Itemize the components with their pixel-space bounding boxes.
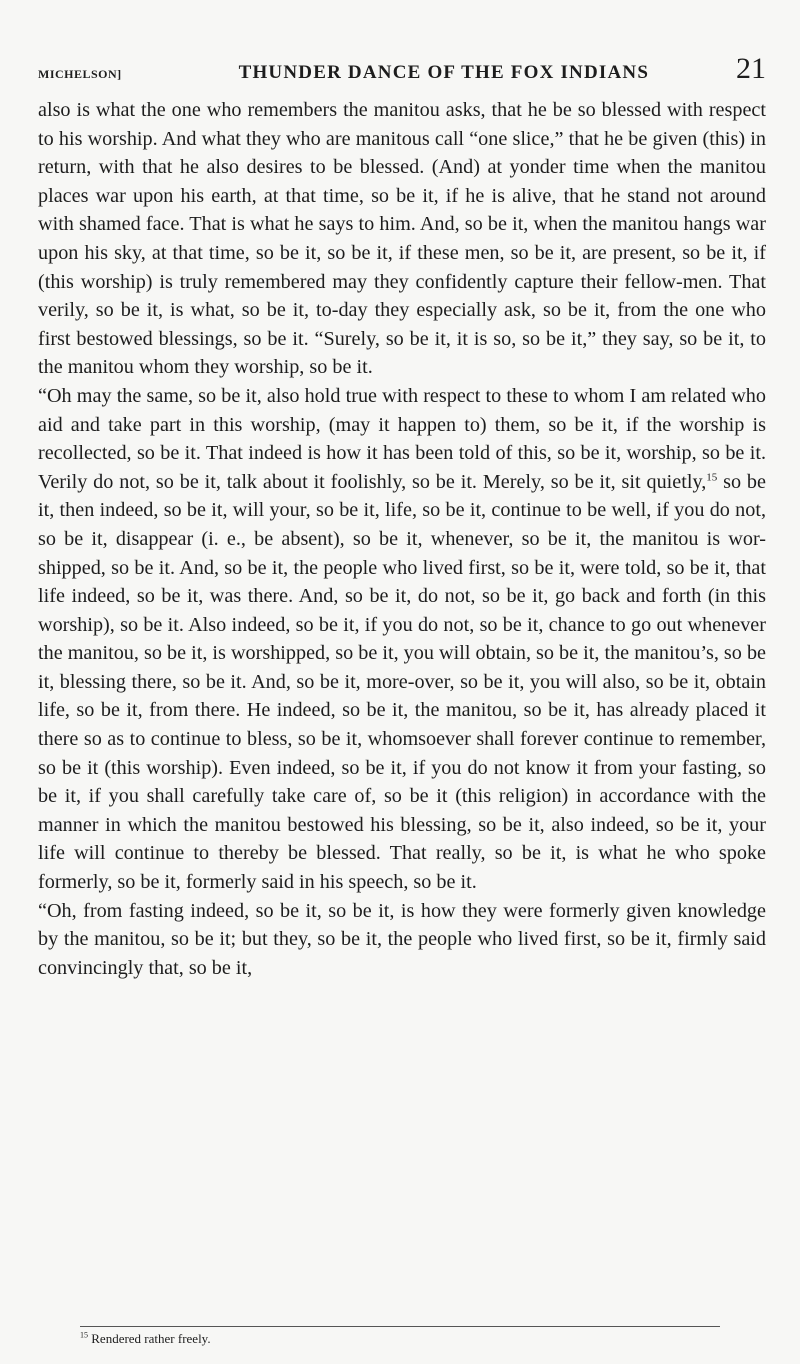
paragraph-3: “Oh, from fasting indeed, so be it, so be it, is how they were formerly given knowledge by the manitou, so be it; but they, so be it, the people who lived first, so be it, firmly said convincingly that, so be it, bbox=[38, 899, 766, 979]
running-head bbox=[38, 52, 766, 96]
paragraph-2-text-after-note: so be it, then indeed, so be it, will your, so be it, life, so be it, continue to be well, if you do not, so be it, disappear (i. e., be absent), so be it, whenever, so be it, the manitou is wor-shipped, so be it. And, so be it, the people who lived first, so be it, were told, so be it, that life indeed, so be it, was there. And, so be it, do not, so be it, go back and forth (in this worship), so be it. Also indeed, so be it, if you do not, so be it, chance to go out whenever the manitou, so be it, is worshipped, so be it, you will obtain, so be it, the manitou’s, so be it, blessing there, so be it. And, so be it, more-over, so be it, you will also, so be it, obtain life, so be it, from there. He indeed, so be it, the manitou, so be it, has already placed it there so as to continue to bless, so be it, whomsoever shall forever continue to remember, so be it (this worship). Even indeed, so be it, if you do not know it from your fasting, so be it, if you shall carefully take care of, so be it (this religion) in accordance with the manner in which the manitou bestowed his blessing, so be it, also indeed, so be it, your life will continue to thereby be blessed. That really, so be it, is what he who spoke formerly, so be it, formerly said in his speech, so be it. bbox=[38, 470, 766, 894]
paragraph-1: also is what the one who remembers the manitou asks, that he be so blessed with respect to his worship. And what they who are manitous call “one slice,” that he be given (this) in return, with that he also desires to be blessed. (And) at yonder time when the manitou places war upon his earth, at that time, so be it, if he is alive, that he stand not around with shamed face. That is what he says to him. And, so be it, when the manitou hangs war upon his sky, at that time, so be it, so be it, if these men, so be it, are present, so be it, if (this worship) is truly remembered may they confidently capture their fellow-men. That verily, so be it, is what, so be it, to-day they especially ask, so be it, from the one who first bestowed blessings, so be it. “Surely, so be it, it is so, so be it,” they say, so be it, to the manitou whom they worship, so be it. bbox=[38, 99, 766, 379]
running-head-title: THUNDER DANCE OF THE FOX INDIANS bbox=[238, 62, 650, 83]
running-head-author: MICHELSON] bbox=[38, 67, 122, 81]
page bbox=[38, 52, 766, 982]
paragraph-2-text-before-note: “Oh may the same, so be it, also hold true with respect to these to whom I am related who aid and take part in this worship, (may it happen to) them, so be it, if the worship is recollected, so be it. That indeed is how it has been told of this, so be it, worship, so be it. Verily do not, so be it, talk about it foolishly, so be it. Merely, so be it, sit quietly, bbox=[38, 384, 766, 493]
footnote-divider bbox=[80, 1326, 720, 1327]
body-text bbox=[38, 96, 766, 982]
page-number: 21 bbox=[736, 52, 766, 85]
footnote-number: 15 bbox=[80, 1330, 88, 1340]
footnote bbox=[80, 1330, 211, 1348]
footnote-reference[interactable]: 15 bbox=[706, 470, 718, 483]
paragraph-2 bbox=[38, 382, 766, 897]
footnote-text: Rendered rather freely. bbox=[91, 1331, 211, 1346]
